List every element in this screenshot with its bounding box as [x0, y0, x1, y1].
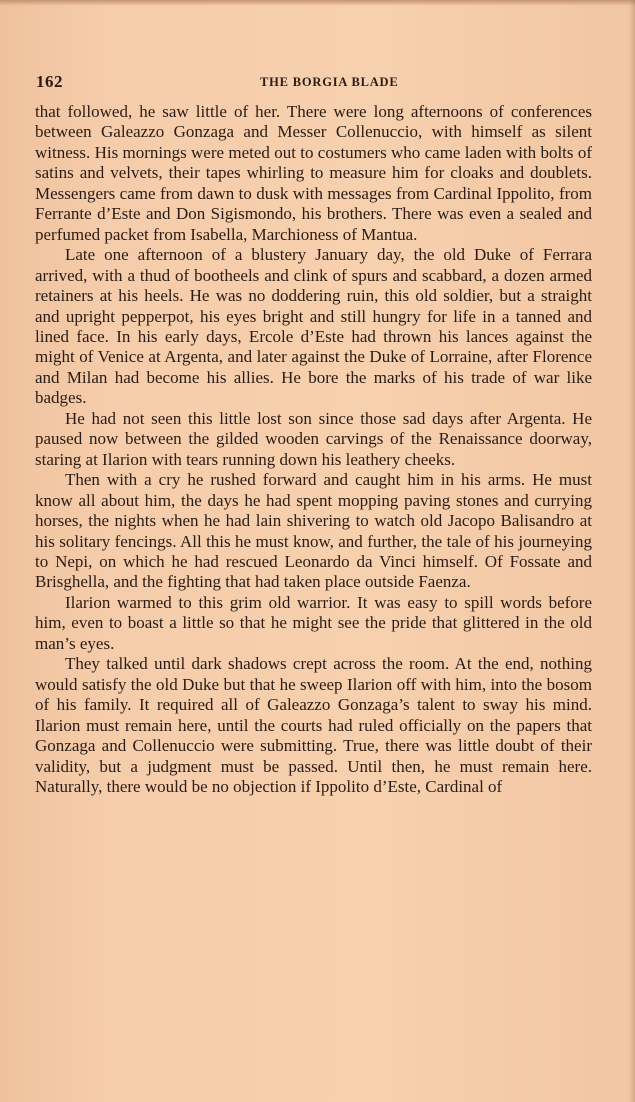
page-right-edge — [629, 0, 635, 1102]
paragraph: Late one afternoon of a blustery January day, the old Duke of Ferrara arrived, with a thud of bootheels and clink of spurs and scabbard, a dozen armed retainers at his heels. He was no doddering ruin, this old soldier, but a straight and upright pepperpot, his eyes bright and still hungry for life in a tanned and lined face. In his early days, Ercole d’Este had thrown his lances against the might of Venice at Argenta, and later against the Duke of Lorraine, after Florence and Milan had become his allies. He bore the marks of his trade of war like badges. — [35, 245, 592, 408]
page-number: 162 — [36, 72, 63, 91]
body-text — [35, 102, 592, 797]
paragraph: They talked until dark shadows crept across the room. At the end, nothing would satisfy the old Duke but that he sweep Ilarion off with him, into the bosom of his family. It required all of Galeazzo Gonzaga’s talent to sway his mind. Ilarion must remain here, until the courts had ruled officially on the papers that Gonzaga and Collenuccio were submitting. True, there was little doubt of their validity, but a judgment must be passed. Until then, he must remain here. Naturally, there would be no objection if Ippolito d’Este, Cardinal of — [35, 654, 592, 796]
paragraph: that followed, he saw little of her. There were long afternoons of conferences between Galeazzo Gonzaga and Messer Collenuccio, with himself as silent witness. His mornings were meted out to costumers who came laden with bolts of satins and velvets, their tapes whirling to measure him for cloaks and doublets. Messengers came from dawn to dusk with messages from Cardinal Ippolito, from Ferrante d’Este and Don Sigismondo, his brothers. There was even a sealed and perfumed packet from Isabella, Marchioness of Mantua. — [35, 102, 592, 244]
paragraph: Ilarion warmed to this grim old warrior. It was easy to spill words before him, even to boast a little so that he might see the pride that glittered in the old man’s eyes. — [35, 592, 592, 653]
paragraph: Then with a cry he rushed forward and caught him in his arms. He must know all about him, the days he had spent mopping paving stones and currying horses, the nights when he had lain shivering to watch old Jacopo Balisandro at his solitary fencings. All this he must know, and further, the tale of his journeying to Nepi, on which he had rescued Leonardo da Vinci himself. Of Fossate and Brisghella, and the fighting that had taken place outside Faenza. — [35, 470, 592, 592]
page-top-edge — [0, 0, 635, 6]
page-header — [36, 72, 592, 94]
paragraph: He had not seen this little lost son since those sad days after Argenta. He paused now between the gilded wooden carvings of the Renaissance doorway, staring at Ilarion with tears running down his leathery cheeks. — [35, 408, 592, 469]
running-head: THE BORGIA BLADE — [260, 75, 399, 89]
